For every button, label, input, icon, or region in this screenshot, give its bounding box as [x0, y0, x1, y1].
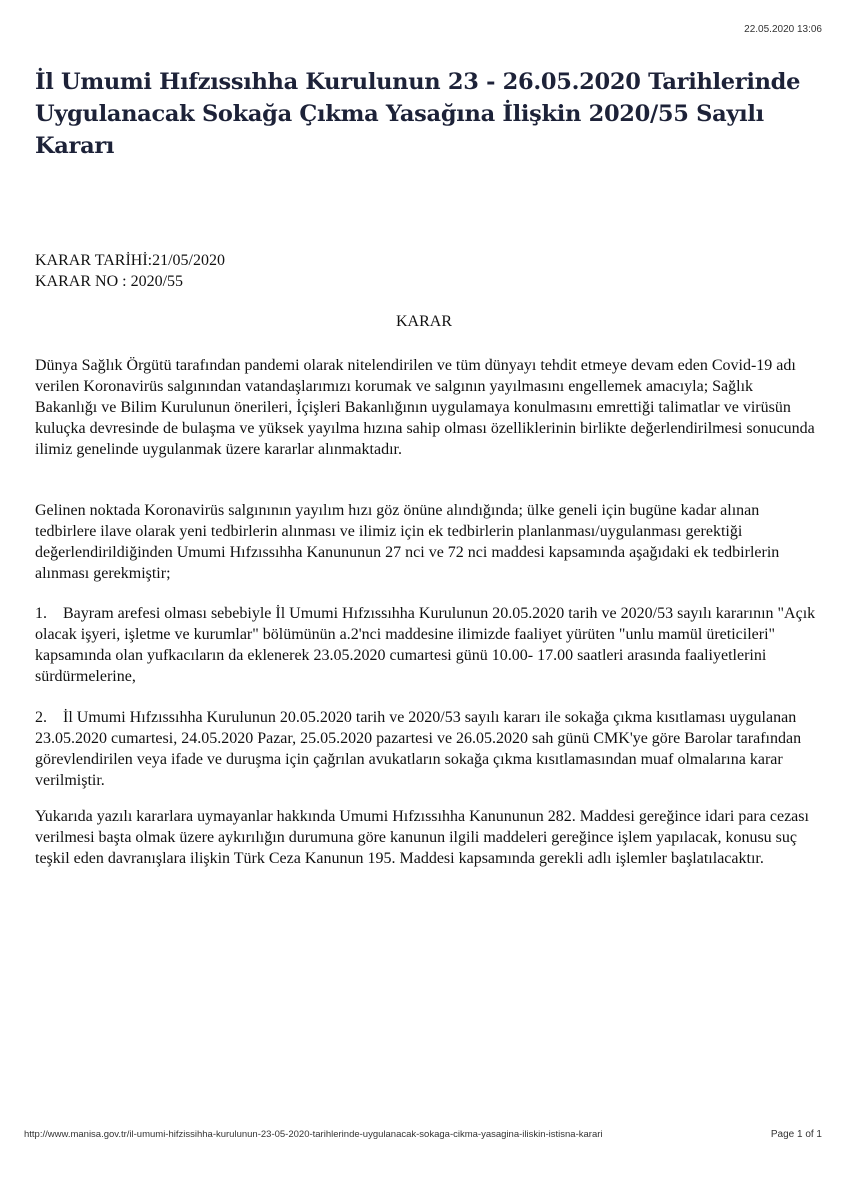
decision-item-1 — [35, 603, 820, 687]
section-heading: KARAR — [395, 313, 452, 330]
source-url: http://www.manisa.gov.tr/il-umumi-hifzissihha-kurulunun-23-05-2020-tarihlerinde-uygulanacak-sokaga-cikma-yasagina-iliskin-istisna-karari — [24, 1129, 603, 1140]
paragraph-text: 2. İl Umumi Hıfzıssıhha Kurulunun 20.05.2020 tarih ve 2020/53 sayılı kararı ile sokağa çıkma kısıtlaması uygulanan 23.05.2020 cumartesi, 24.05.2020 Pazar, 25.05.2020 pazartesi ve 26.05.2020 sah günü CMK'ye göre Barolar tarafından görevlendirilen veya ifade ve duruşma için çağrılan avukatların sokağa çıkma kısıtlamasından muaf olmalarına karar verilmiştir. — [35, 709, 806, 789]
page-title: İl Umumi Hıfzıssıhha Kurulunun 23 - 26.05.2020 Tarihlerinde Uygulanacak Sokağa Çıkma Yasağına İlişkin 2020/55 Sayılı Kararı — [35, 69, 801, 159]
paragraph-intro — [35, 355, 817, 460]
decision-number: KARAR NO : 2020/55 — [35, 273, 184, 290]
paragraph-text: Dünya Sağlık Örgütü tarafından pandemi olarak nitelendirilen ve tüm dünyayı tehdit etmeye devam eden Covid-19 adı verilen Koronavirüs salgınından vatandaşlarımızı korumak ve salgının yayılmasını engellemek amacıyla; Sağlık Bakanlığı ve Bilim Kurulunun önerileri, İçişleri Bakanlığının uygulamaya konulmasını emrettiği talimatlar ve virüsün kuluçka devresinde de bulaşma ve yüksek yayılma hızına sahip olması özelliklerinin birlikte değerlendirilmesi sonucunda ilimiz genelinde uygulanmak üzere kararlar alınmaktadır. — [35, 357, 815, 458]
print-datetime: 22.05.2020 13:06 — [744, 24, 822, 35]
paragraph-context — [35, 500, 817, 584]
page-number: Page 1 of 1 — [770, 1129, 822, 1140]
decision-meta — [35, 250, 225, 292]
paragraph-penalty — [35, 806, 817, 869]
paragraph-text: Yukarıda yazılı kararlara uymayanlar hakkında Umumi Hıfzıssıhha Kanununun 282. Maddesi gereğince idari para cezası verilmesi başta olmak üzere aykırılığın durumuna göre kanunun ilgili maddeleri gereğince işlem yapılacak, konusu suç teşkil eden davranışlara ilişkin Türk Ceza Kanunun 195. Maddesi kapsamında gerekli adlı işlemler başlatılacaktır. — [35, 808, 809, 867]
paragraph-text: 1. Bayram arefesi olması sebebiyle İl Umumi Hıfzıssıhha Kurulunun 20.05.2020 tarih ve 2020/53 sayılı kararının "Açık olacak işyeri, işletme ve kurumlar" bölümünün a.2'nci maddesine ilimizde faaliyet yürüten "unlu mamül üreticileri" kapsamında olan yufkacıların da eklenerek 23.05.2020 cumartesi günü 10.00- 17.00 saatleri arasında faaliyetlerini sürdürmelerine, — [35, 605, 820, 685]
paragraph-text: Gelinen noktada Koronavirüs salgınının yayılım hızı göz önüne alındığında; ülke geneli için bugüne kadar alınan tedbirlere ilave olarak yeni tedbirlerin alınması ve ilimiz için ek tedbirlerin planlanması/uygulanması gerektiği değerlendirildiğinden Umumi Hıfzıssıhha Kanununun 27 nci ve 72 nci maddesi kapsamında aşağıdaki ek tedbirlerin alınması gerekmiştir; — [35, 502, 780, 582]
decision-item-2 — [35, 707, 817, 791]
decision-date: KARAR TARİHİ:21/05/2020 — [35, 252, 225, 269]
